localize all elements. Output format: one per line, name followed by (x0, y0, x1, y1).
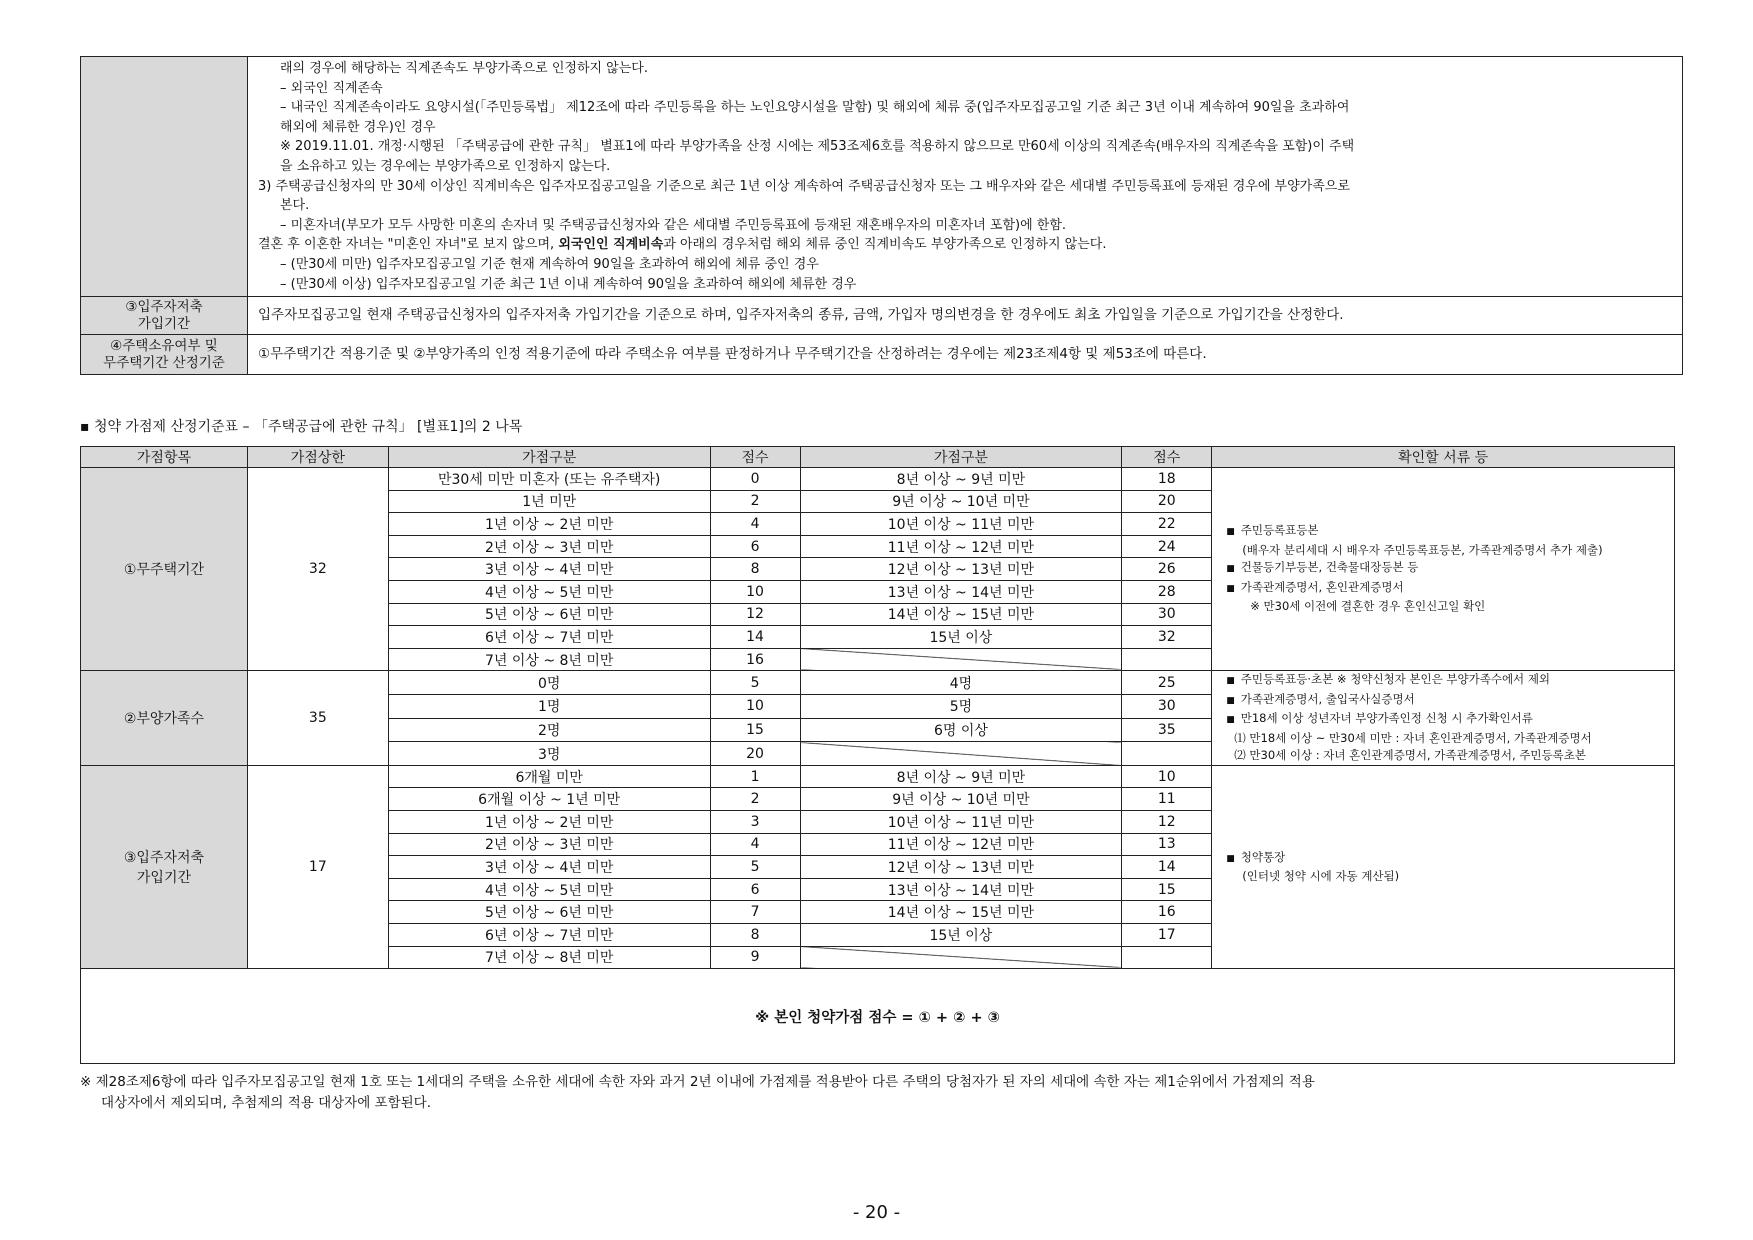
category-left: 6개월 이상 ~ 1년 미만 (388, 788, 710, 811)
black-square-icon: ■ (1226, 695, 1235, 706)
label-line: ③입주자저축 (125, 298, 203, 315)
divorce-before: 결혼 후 이혼한 자녀는 "미혼인 자녀"로 보지 않으며, (258, 237, 559, 253)
criteria-label-ownership (81, 335, 248, 375)
continuation-line: 본다. (280, 198, 310, 214)
score-item-label: ②부양가족수 (81, 671, 248, 766)
category-left: 4년 이상 ~ 5년 미만 (388, 878, 710, 901)
continuation-line: ※ 2019.11.01. 개정·시행된 「주택공급에 관한 규칙」 별표1에 따라 부양가족을 산정 시에는 제53조제6호를 적용하지 않으므로 만60세 이상의 직계존속(배우자의 직계존속을 포함)이 주택 (280, 139, 1355, 155)
category-left: 만30세 미만 미혼자 (또는 유주택자) (388, 468, 710, 491)
points-left: 4 (710, 513, 800, 536)
points-right: 26 (1122, 558, 1212, 581)
points-left: 2 (710, 788, 800, 811)
category-left: 2명 (388, 718, 710, 742)
required-documents (1212, 468, 1675, 671)
continuation-lines (258, 59, 1674, 235)
points-left: 3 (710, 811, 800, 834)
category-right: 11년 이상 ~ 12년 미만 (800, 535, 1122, 558)
header-cell: 가점상한 (247, 447, 388, 468)
category-left: 6년 이상 ~ 7년 미만 (388, 924, 710, 947)
document-text: 만18세 이상 성년자녀 부양가족인정 신청 시 추가확인서류 (1240, 711, 1533, 726)
category-right (800, 648, 1122, 671)
points-right: 30 (1122, 694, 1212, 718)
header-cell: 확인할 서류 등 (1212, 447, 1675, 468)
continuation-line: 해외에 체류한 경우)인 경우 (280, 119, 436, 135)
points-right: 18 (1122, 468, 1212, 491)
points-right: 22 (1122, 513, 1212, 536)
points-left: 1 (710, 765, 800, 788)
document-text: 건물등기부등본, 건축물대장등본 등 (1240, 560, 1419, 575)
footnote (80, 1072, 1680, 1114)
header-cell: 점수 (1122, 447, 1212, 468)
points-left: 10 (710, 694, 800, 718)
criteria-row-subscription (81, 297, 1683, 335)
category-right: 10년 이상 ~ 11년 미만 (800, 811, 1122, 834)
header-cell: 가점구분 (388, 447, 710, 468)
category-right: 15년 이상 (800, 924, 1122, 947)
black-square-icon: ■ (1226, 583, 1235, 594)
document-item (1226, 710, 1666, 730)
document-text: ※ 만30세 이전에 결혼한 경우 혼인신고일 확인 (1250, 599, 1486, 614)
points-right: 35 (1122, 718, 1212, 742)
category-right: 14년 이상 ~ 15년 미만 (800, 901, 1122, 924)
points-right: 10 (1122, 765, 1212, 788)
category-right: 12년 이상 ~ 13년 미만 (800, 856, 1122, 879)
points-right: 25 (1122, 671, 1212, 695)
category-right: 5명 (800, 694, 1122, 718)
document-item (1226, 542, 1666, 560)
document-text: 주민등록표등·초본 ※ 청약신청자 본인은 부양가족수에서 제외 (1240, 672, 1551, 687)
footnote-line: 대상자에서 제외되며, 추첨제의 적용 대상자에 포함된다. (101, 1095, 431, 1111)
points-left: 6 (710, 535, 800, 558)
closing-line: – (만30세 미만) 입주자모집공고일 기준 현재 계속하여 90일을 초과하여 해외에 체류 중인 경우 (280, 256, 819, 272)
category-left: 6년 이상 ~ 7년 미만 (388, 626, 710, 649)
category-left: 0명 (388, 671, 710, 695)
category-right: 13년 이상 ~ 14년 미만 (800, 580, 1122, 603)
points-left: 5 (710, 671, 800, 695)
continuation-line: – 외국인 직계존속 (280, 80, 383, 96)
criteria-text-subscription: 입주자모집공고일 현재 주택공급신청자의 입주자저축 가입기간을 기준으로 하며, 입주자저축의 종류, 금액, 가입자 명의변경을 한 경우에도 최초 가입일을 기준으로 가입기간을 산정한다. (248, 297, 1683, 335)
total-formula: ※ 본인 청약가점 점수 = ① + ② + ③ (81, 969, 1675, 1064)
category-right: 11년 이상 ~ 12년 미만 (800, 833, 1122, 856)
points-left: 7 (710, 901, 800, 924)
document-text: (인터넷 청약 시에 자동 계산됨) (1242, 869, 1400, 884)
points-left: 8 (710, 924, 800, 947)
points-right: 15 (1122, 878, 1212, 901)
category-right: 9년 이상 ~ 10년 미만 (800, 490, 1122, 513)
category-left: 6개월 미만 (388, 765, 710, 788)
score-table-body (81, 468, 1675, 969)
category-right: 13년 이상 ~ 14년 미만 (800, 878, 1122, 901)
document-item (1226, 579, 1666, 599)
category-right: 8년 이상 ~ 9년 미만 (800, 468, 1122, 491)
criteria-label-empty (81, 57, 248, 297)
category-left: 3명 (388, 742, 710, 766)
category-right: 10년 이상 ~ 11년 미만 (800, 513, 1122, 536)
category-left: 2년 이상 ~ 3년 미만 (388, 535, 710, 558)
continuation-line: 을 소유하고 있는 경우에는 부양가족으로 인정하지 않는다. (280, 158, 611, 174)
score-row (81, 765, 1675, 788)
score-row (81, 468, 1675, 491)
category-right: 4명 (800, 671, 1122, 695)
document-text: ⑵ 만30세 이상 : 자녀 혼인관계증명서, 가족관계증명서, 주민등록초본 (1234, 748, 1586, 763)
points-right: 16 (1122, 901, 1212, 924)
category-right: 9년 이상 ~ 10년 미만 (800, 788, 1122, 811)
points-left: 0 (710, 468, 800, 491)
category-right: 15년 이상 (800, 626, 1122, 649)
category-right: 12년 이상 ~ 13년 미만 (800, 558, 1122, 581)
document-item (1226, 522, 1666, 542)
points-left: 4 (710, 833, 800, 856)
points-right (1122, 742, 1212, 766)
points-left: 14 (710, 626, 800, 649)
points-left: 5 (710, 856, 800, 879)
points-left: 6 (710, 878, 800, 901)
document-item (1226, 747, 1666, 765)
required-documents (1212, 765, 1675, 968)
points-left: 20 (710, 742, 800, 766)
document-item (1226, 671, 1666, 691)
black-square-icon: ■ (1226, 564, 1235, 575)
document-item (1226, 598, 1666, 616)
document-text: (배우자 분리세대 시 배우자 주민등록표등본, 가족관계증명서 추가 제출) (1242, 542, 1603, 557)
continuation-line: 3) 주택공급신청자의 만 30세 이상인 직계비속은 입주자모집공고일을 기준으로 최근 1년 이상 계속하여 주택공급신청자 또는 그 배우자와 같은 세대별 주민등록표에 등재된 경우에 부양가족으로 (258, 178, 1350, 194)
points-left: 8 (710, 558, 800, 581)
criteria-table (80, 56, 1683, 375)
label-line: ④주택소유여부 및 (110, 337, 218, 354)
category-left: 2년 이상 ~ 3년 미만 (388, 833, 710, 856)
points-left: 9 (710, 946, 800, 969)
category-left: 5년 이상 ~ 6년 미만 (388, 901, 710, 924)
score-table (80, 446, 1675, 1064)
category-right (800, 742, 1122, 766)
points-left: 16 (710, 648, 800, 671)
document-item (1226, 730, 1666, 748)
black-square-icon: ■ (1226, 715, 1235, 726)
points-left: 10 (710, 580, 800, 603)
points-right: 28 (1122, 580, 1212, 603)
category-left: 1년 이상 ~ 2년 미만 (388, 513, 710, 536)
document-text: ⑴ 만18세 이상 ~ 만30세 미만 : 자녀 혼인관계증명서, 가족관계증명서 (1234, 730, 1592, 745)
criteria-row-dependents-cont (81, 57, 1683, 297)
category-left: 3년 이상 ~ 4년 미만 (388, 558, 710, 581)
points-right: 20 (1122, 490, 1212, 513)
header-cell: 가점구분 (800, 447, 1122, 468)
points-right: 11 (1122, 788, 1212, 811)
divorce-line (258, 235, 1674, 255)
black-square-icon: ■ (1226, 676, 1235, 687)
category-left: 7년 이상 ~ 8년 미만 (388, 946, 710, 969)
score-item-label: ③입주자저축 가입기간 (81, 765, 248, 968)
document-item (1226, 691, 1666, 711)
criteria-row-ownership (81, 335, 1683, 375)
points-left: 15 (710, 718, 800, 742)
header-cell: 가점항목 (81, 447, 248, 468)
points-right: 30 (1122, 603, 1212, 626)
points-left: 2 (710, 490, 800, 513)
score-row (81, 671, 1675, 695)
category-left: 3년 이상 ~ 4년 미만 (388, 856, 710, 879)
points-right: 12 (1122, 811, 1212, 834)
document-item (1226, 868, 1666, 886)
label-line: 가입기간 (137, 315, 191, 332)
header-cell: 점수 (710, 447, 800, 468)
continuation-line: – 내국인 직계존속이라도 요양시설(「주민등록법」 제12조에 따라 주민등록을 하는 노인요양시설을 말함) 및 해외에 체류 중(입주자모집공고일 기준 최근 3년 이내 계속하여 90일을 초과하여 (280, 100, 1350, 116)
total-row (81, 969, 1675, 1064)
category-left: 1년 미만 (388, 490, 710, 513)
footnote-line: ※ 제28조제6항에 따라 입주자모집공고일 현재 1호 또는 1세대의 주택을 소유한 세대에 속한 자와 과거 2년 이내에 가점제를 적용받아 다른 주택의 당첨자가 된 자의 세대에 속한 자는 제1순위에서 가점제의 적용 (80, 1074, 1315, 1090)
category-left: 1명 (388, 694, 710, 718)
category-right: 6명 이상 (800, 718, 1122, 742)
continuation-line: 래의 경우에 해당하는 직계존속도 부양가족으로 인정하지 않는다. (280, 61, 648, 76)
category-left: 4년 이상 ~ 5년 미만 (388, 580, 710, 603)
category-left: 1년 이상 ~ 2년 미만 (388, 811, 710, 834)
points-right (1122, 946, 1212, 969)
points-right: 32 (1122, 626, 1212, 649)
section-heading: ▪ 청약 가점제 산정기준표 – 「주택공급에 관한 규칙」 [별표1]의 2 나목 (80, 419, 523, 435)
points-right (1122, 648, 1212, 671)
score-max: 35 (247, 671, 388, 766)
category-right: 14년 이상 ~ 15년 미만 (800, 603, 1122, 626)
divorce-after: 과 아래의 경우처럼 해외 체류 중인 직계비속도 부양가족으로 인정하지 않는다. (663, 237, 1107, 253)
criteria-text-dependents (248, 57, 1683, 297)
category-right (800, 946, 1122, 969)
score-max: 32 (247, 468, 388, 671)
black-square-icon: ■ (1226, 527, 1235, 538)
category-right: 8년 이상 ~ 9년 미만 (800, 765, 1122, 788)
document-item (1226, 849, 1666, 869)
continuation-line: – 미혼자녀(부모가 모두 사망한 미혼의 손자녀 및 주택공급신청자와 같은 세대별 주민등록표에 등재된 재혼배우자의 미혼자녀 포함)에 한함. (280, 217, 1067, 233)
black-square-icon: ■ (1226, 853, 1235, 864)
document-item (1226, 559, 1666, 579)
criteria-label-subscription (81, 297, 248, 335)
required-documents (1212, 671, 1675, 766)
divorce-bold: 외국인인 직계비속 (558, 237, 664, 253)
points-right: 24 (1122, 535, 1212, 558)
document-text: 청약통장 (1240, 849, 1286, 864)
document-text: 가족관계증명서, 혼인관계증명서 (1240, 579, 1404, 594)
criteria-text-ownership: ①무주택기간 적용기준 및 ②부양가족의 인정 적용기준에 따라 주택소유 여부를 판정하거나 무주택기간을 산정하려는 경우에는 제23조제4항 및 제53조에 따른다. (248, 335, 1683, 375)
points-right: 14 (1122, 856, 1212, 879)
page-number: - 20 - (852, 1202, 901, 1223)
points-right: 17 (1122, 924, 1212, 947)
closing-line: – (만30세 이상) 입주자모집공고일 기준 최근 1년 이내 계속하여 90일을 초과하여 해외에 체류한 경우 (280, 276, 857, 292)
label-line: 무주택기간 산정기준 (103, 354, 225, 371)
score-item-label: ①무주택기간 (81, 468, 248, 671)
score-max: 17 (247, 765, 388, 968)
category-left: 7년 이상 ~ 8년 미만 (388, 648, 710, 671)
category-left: 5년 이상 ~ 6년 미만 (388, 603, 710, 626)
points-right: 13 (1122, 833, 1212, 856)
document-text: 가족관계증명서, 출입국사실증명서 (1240, 691, 1415, 706)
points-left: 12 (710, 603, 800, 626)
document-text: 주민등록표등본 (1240, 523, 1319, 538)
score-table-header (81, 447, 1675, 468)
